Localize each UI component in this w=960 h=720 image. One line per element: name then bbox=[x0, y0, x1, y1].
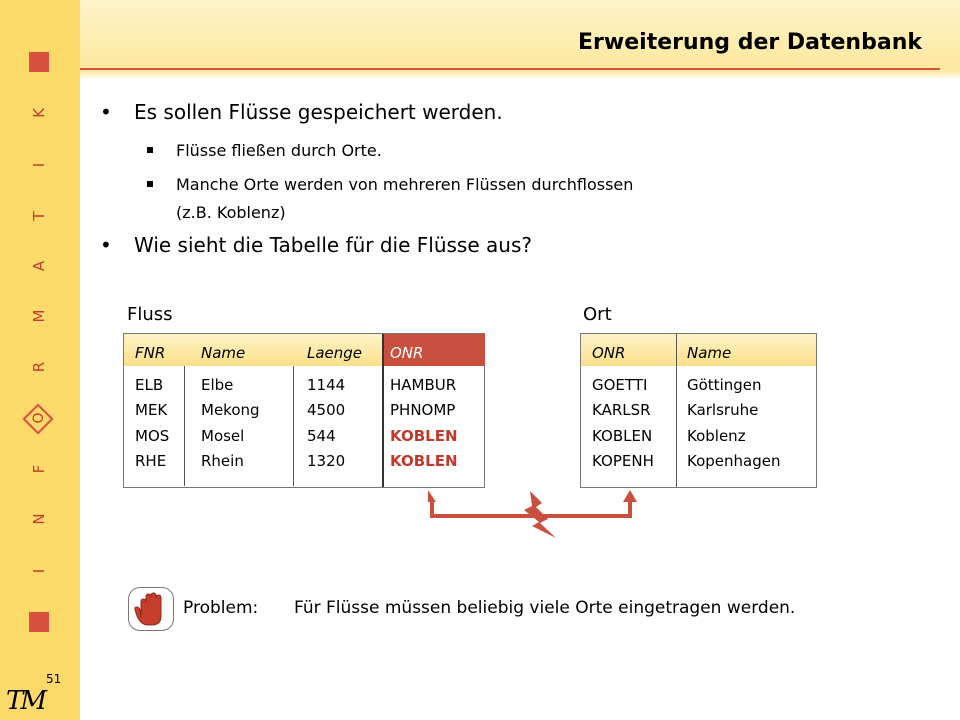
cell: RHE bbox=[135, 452, 167, 470]
cell: 1320 bbox=[307, 452, 346, 470]
problem-text: Für Flüsse müssen beliebig viele Orte eingetragen werden. bbox=[294, 598, 796, 618]
header-name: Name bbox=[687, 344, 732, 362]
bullet-dot: • bbox=[100, 233, 112, 257]
tm-logo: TM bbox=[6, 686, 44, 716]
arrow-up-right bbox=[623, 490, 637, 502]
ort-table bbox=[580, 333, 817, 488]
fluss-table-label: Fluss bbox=[127, 304, 173, 325]
cell: GOETTI bbox=[592, 376, 648, 394]
sidebar bbox=[0, 0, 80, 720]
slide-title: Erweiterung der Datenbank bbox=[578, 30, 922, 55]
column-separator bbox=[676, 334, 677, 487]
sidebar-letter: M bbox=[30, 309, 48, 323]
fluss-table bbox=[123, 333, 485, 488]
title-rule bbox=[80, 68, 940, 70]
sidebar-letter: K bbox=[30, 108, 48, 118]
bullet-dot: • bbox=[100, 100, 112, 124]
sidebar-letter: A bbox=[30, 260, 48, 272]
relationship-connector bbox=[420, 488, 650, 548]
cell: KOPENH bbox=[592, 452, 654, 470]
sub-bullet-square bbox=[147, 181, 153, 187]
cell: Karlsruhe bbox=[687, 401, 759, 419]
cell: KARLSR bbox=[592, 401, 651, 419]
column-separator bbox=[293, 366, 294, 486]
cell: PHNOMP bbox=[390, 401, 456, 419]
sub-bullet-1-text: Flüsse fließen durch Orte. bbox=[176, 141, 382, 160]
sidebar-letter: R bbox=[30, 361, 48, 373]
cell-highlighted: KOBLEN bbox=[390, 427, 458, 445]
ort-table-label: Ort bbox=[583, 304, 612, 325]
cell: 4500 bbox=[307, 401, 346, 419]
sidebar-letter: I bbox=[30, 162, 48, 168]
cell: Kopenhagen bbox=[687, 452, 781, 470]
cell: 544 bbox=[307, 427, 336, 445]
sub-bullet-2-continuation: (z.B. Koblenz) bbox=[176, 203, 286, 222]
cell: Elbe bbox=[201, 376, 234, 394]
sidebar-letter: F bbox=[30, 464, 48, 474]
problem-label: Problem: bbox=[183, 598, 259, 618]
title-fade bbox=[80, 70, 960, 80]
sub-bullet-2-text: Manche Orte werden von mehreren Flüssen durchflossen bbox=[176, 175, 634, 194]
hand-stop-icon bbox=[129, 588, 173, 630]
cell-highlighted: KOBLEN bbox=[390, 452, 458, 470]
sidebar-letter: O bbox=[31, 412, 47, 424]
cell: ELB bbox=[135, 376, 164, 394]
sidebar-square-top bbox=[29, 52, 49, 72]
cell: Rhein bbox=[201, 452, 244, 470]
header-laenge: Laenge bbox=[307, 344, 363, 362]
page-number: 51 bbox=[46, 672, 62, 686]
onr-header-highlight bbox=[383, 334, 485, 366]
header-onr: ONR bbox=[390, 344, 424, 362]
column-separator bbox=[382, 334, 384, 487]
sidebar-letter: T bbox=[30, 211, 48, 221]
cell: Mosel bbox=[201, 427, 245, 445]
cell: HAMBUR bbox=[390, 376, 457, 394]
sidebar-letter: N bbox=[30, 513, 48, 525]
sidebar-square-bottom bbox=[29, 612, 49, 632]
cell: MEK bbox=[135, 401, 168, 419]
cell: 1144 bbox=[307, 376, 346, 394]
sidebar-letter: I bbox=[30, 568, 48, 574]
column-separator bbox=[184, 366, 185, 486]
cell: Koblenz bbox=[687, 427, 746, 445]
sub-bullet-square bbox=[147, 147, 153, 153]
bullet-1-text: Es sollen Flüsse gespeichert werden. bbox=[134, 100, 503, 124]
bullet-2-text: Wie sieht die Tabelle für die Flüsse aus? bbox=[134, 233, 532, 257]
header-name: Name bbox=[201, 344, 246, 362]
header-onr: ONR bbox=[592, 344, 626, 362]
cell: Mekong bbox=[201, 401, 260, 419]
header-fnr: FNR bbox=[135, 344, 166, 362]
cell: KOBLEN bbox=[592, 427, 653, 445]
cell: Göttingen bbox=[687, 376, 762, 394]
cell: MOS bbox=[135, 427, 170, 445]
hand-stop-icon-box bbox=[128, 587, 174, 631]
